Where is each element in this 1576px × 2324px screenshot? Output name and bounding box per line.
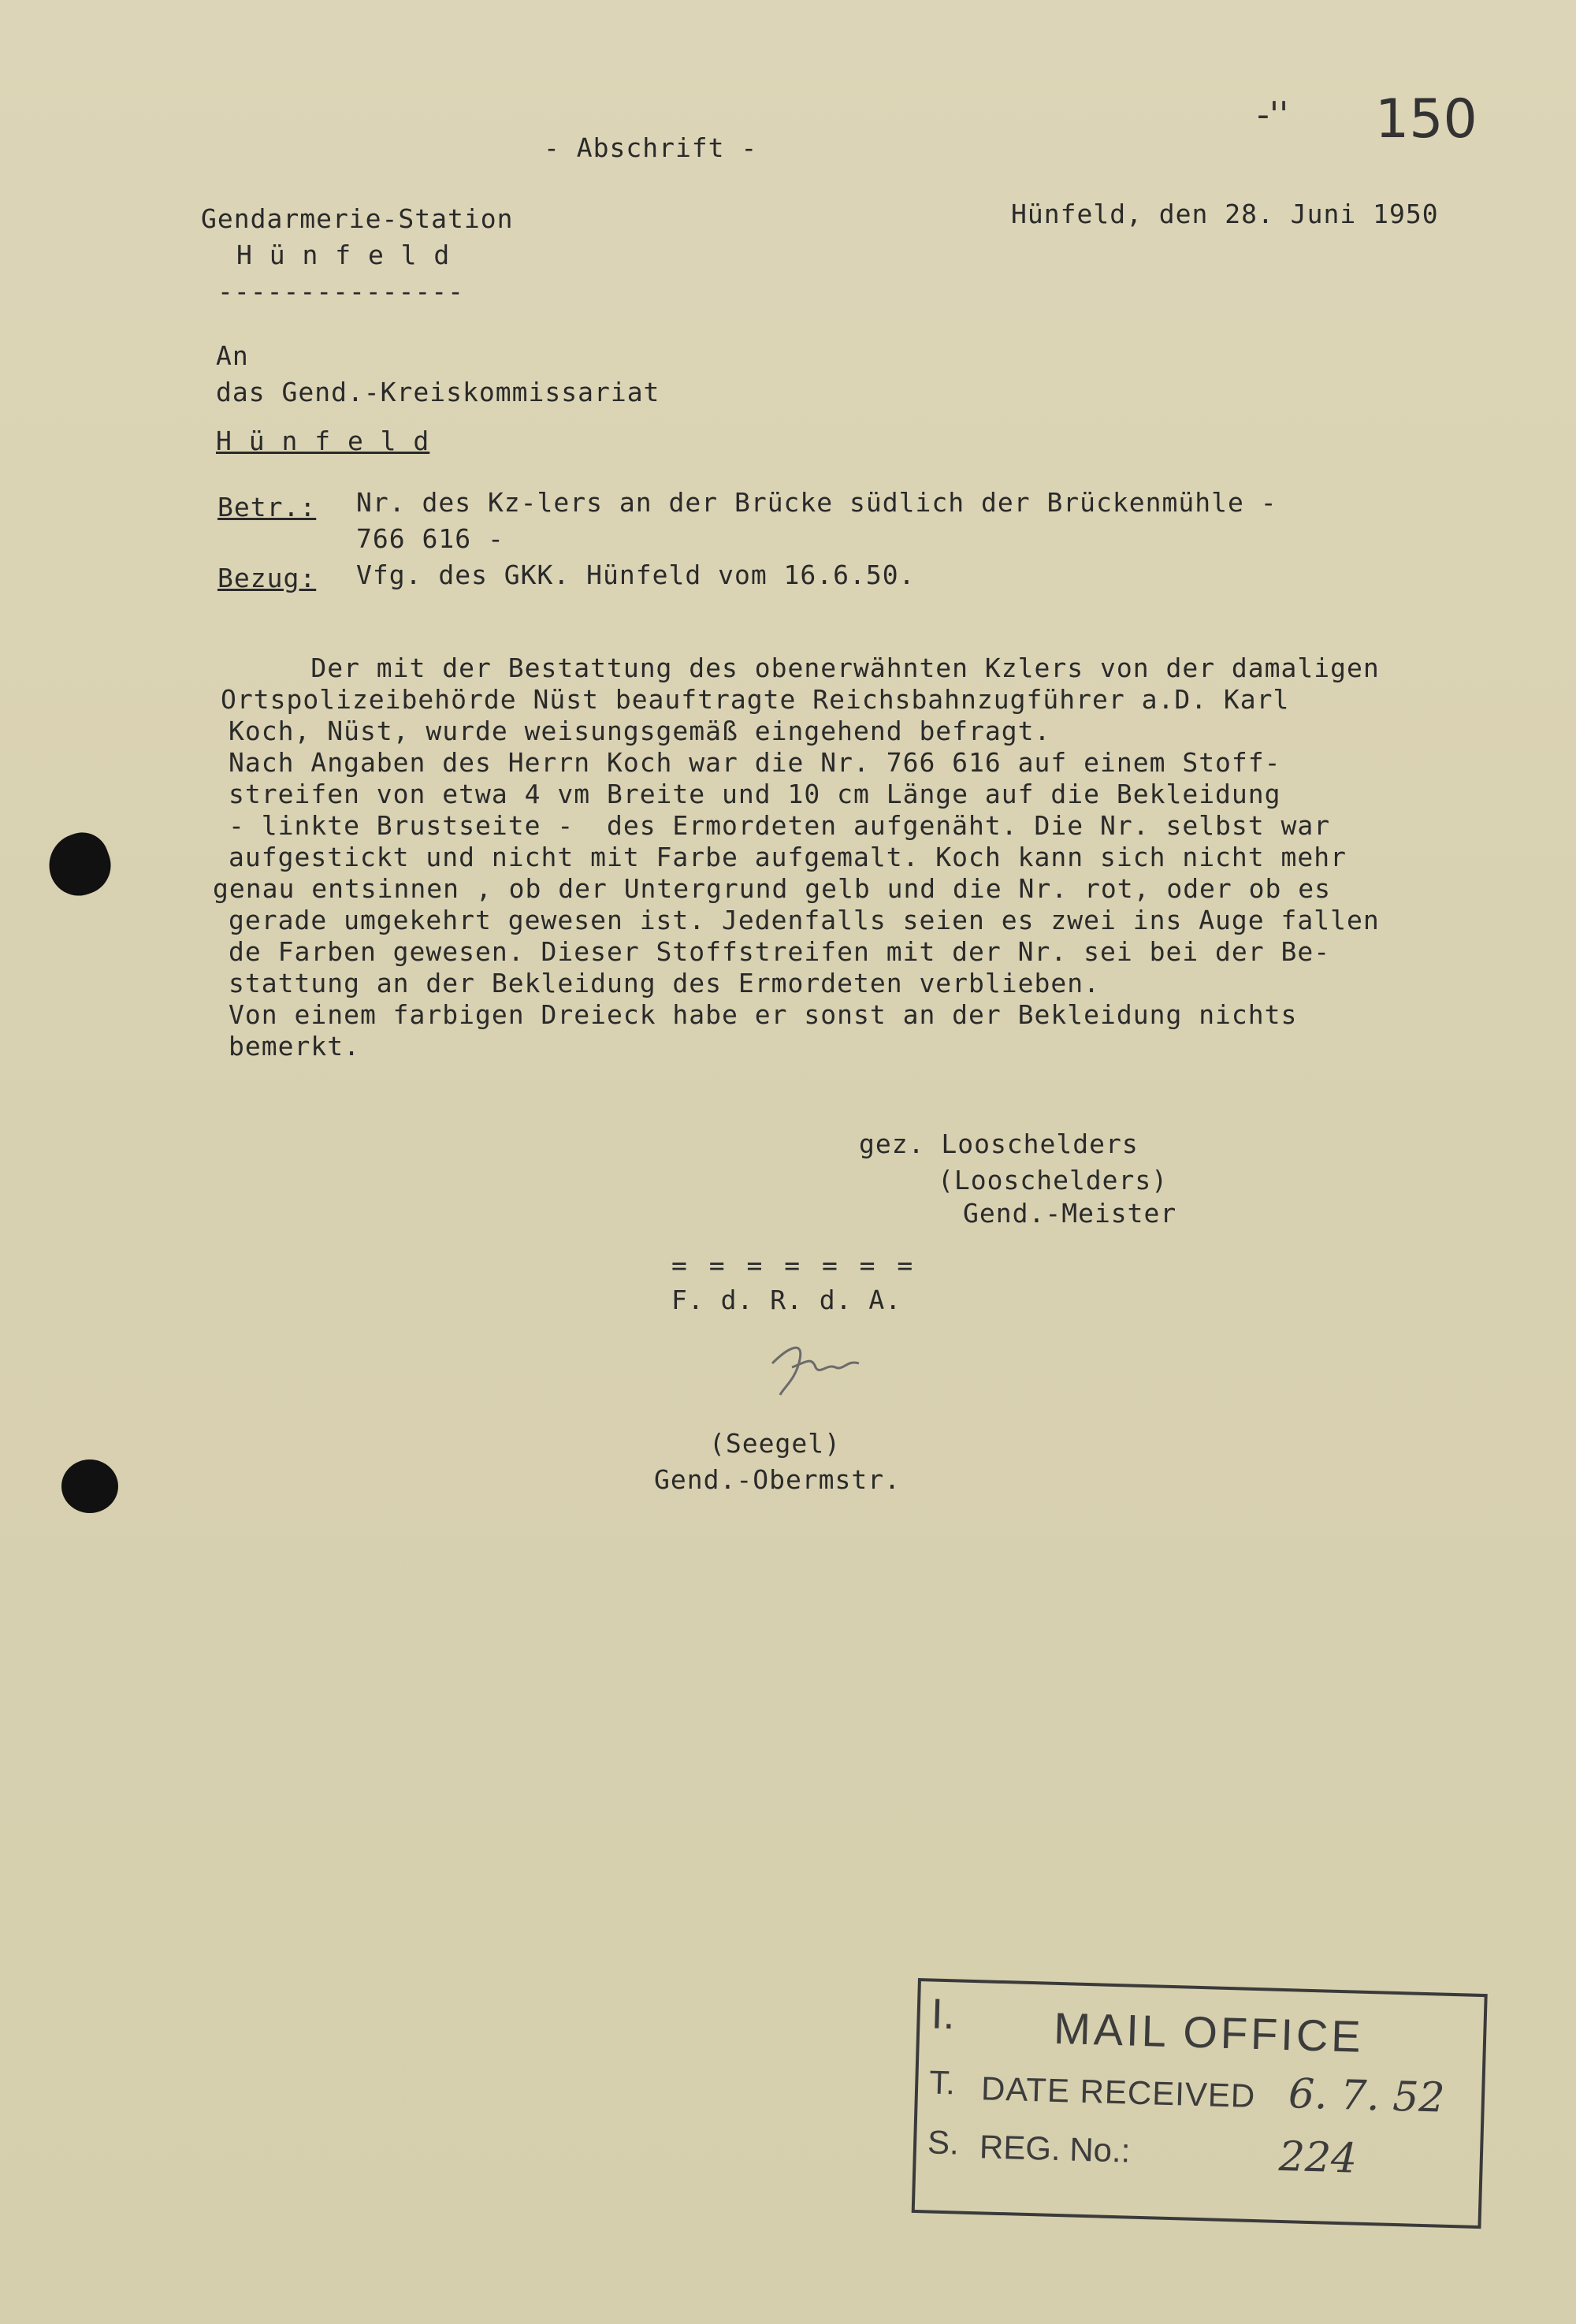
fdra-label: F. d. R. d. A. — [671, 1285, 902, 1315]
body-line: gerade umgekehrt gewesen ist. Jedenfalls seien es zwei ins Auge fallen — [229, 905, 1380, 935]
body-line: streifen von etwa 4 vm Breite und 10 cm Länge auf die Bekleidung — [229, 779, 1281, 809]
stamp-row1-left: I. — [930, 1990, 956, 2039]
body-line: Ortspolizeibehörde Nüst beauftragte Reichsbahnzugführer a.D. Karl — [221, 684, 1290, 715]
body-line: Von einem farbigen Dreieck habe er sonst an der Bekleidung nichts — [229, 999, 1298, 1030]
signature2-rank: Gend.-Obermstr. — [654, 1464, 901, 1495]
body-line: stattung an der Bekleidung des Ermordeten verblieben. — [229, 968, 1100, 998]
bezug-label: Bezug: — [217, 563, 317, 593]
recipient-office: das Gend.-Kreiskommissariat — [216, 377, 660, 407]
stamp-date-label: DATE RECEIVED — [980, 2069, 1256, 2115]
stamp-row3-left: S. — [927, 2123, 960, 2162]
copy-label: - Abschrift - — [544, 132, 758, 163]
body-line: Nach Angaben des Herrn Koch war die Nr. 766 616 auf einem Stoff- — [229, 747, 1281, 778]
signature-gez: gez. Looschelders — [859, 1129, 1139, 1159]
stamp-title: MAIL OFFICE — [1053, 2002, 1365, 2062]
letter-body — [213, 653, 1568, 1062]
station-divider: --------------- — [217, 276, 465, 307]
mail-office-stamp — [912, 1978, 1488, 2229]
signature2-name: (Seegel) — [709, 1428, 841, 1459]
stamp-date-value: 6. 7. 52 — [1288, 2070, 1446, 2122]
body-line: aufgestickt und nicht mit Farbe aufgemalt. Koch kann sich nicht mehr — [229, 842, 1347, 872]
body-line: de Farben gewesen. Dieser Stoffstreifen mit der Nr. sei bei der Be- — [229, 936, 1331, 967]
signature-name: (Looschelders) — [938, 1165, 1169, 1195]
recipient-place: H ü n f e l d — [216, 426, 430, 456]
signature-rank: Gend.-Meister — [963, 1198, 1177, 1229]
punch-hole-bottom — [61, 1459, 118, 1513]
page-number: 150 — [1375, 88, 1478, 151]
body-line: Der mit der Bestattung des obenerwähnten Kzlers von der damaligen — [229, 653, 1380, 683]
betr-text-number: 766 616 - — [356, 523, 504, 554]
separator: = = = = = = = — [671, 1250, 916, 1281]
stamp-reg-label: REG. No.: — [979, 2128, 1132, 2170]
stamp-row2-left: T. — [928, 2063, 956, 2102]
stamp-reg-value: 224 — [1278, 2133, 1358, 2183]
body-line: - linkte Brustseite - des Ermordeten aufgenäht. Die Nr. selbst war — [229, 810, 1331, 841]
station-place: H ü n f e l d — [236, 240, 451, 270]
place-date: Hünfeld, den 28. Juni 1950 — [1011, 199, 1439, 229]
handwritten-signature — [756, 1332, 875, 1403]
body-line: genau entsinnen , ob der Untergrund gelb und die Nr. rot, oder ob es — [213, 873, 1332, 904]
betr-text: Nr. des Kz-lers an der Brücke südlich der Brückenmühle - — [356, 487, 1277, 518]
page-mark: -'' — [1257, 95, 1289, 135]
punch-hole-top — [40, 825, 119, 904]
body-line: bemerkt. — [229, 1031, 360, 1062]
bezug-text: Vfg. des GKK. Hünfeld vom 16.6.50. — [356, 560, 916, 590]
recipient-an: An — [216, 340, 249, 371]
betr-label: Betr.: — [217, 492, 317, 522]
station-name: Gendarmerie-Station — [201, 203, 514, 234]
body-line: Koch, Nüst, wurde weisungsgemäß eingehend befragt. — [229, 716, 1051, 746]
